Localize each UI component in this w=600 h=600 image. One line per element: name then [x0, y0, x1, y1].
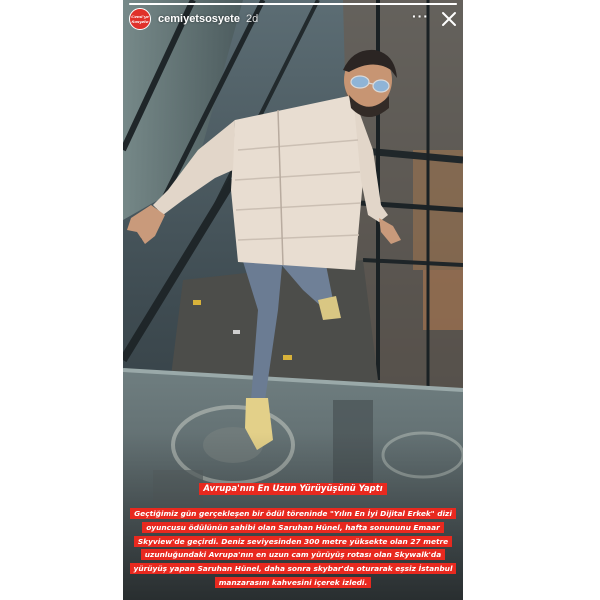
username[interactable]: cemiyetsosyete [158, 13, 240, 25]
story-viewer[interactable] [123, 0, 463, 600]
close-icon[interactable] [441, 11, 457, 27]
headline-text: Avrupa'nın En Uzun Yürüyüşünü Yaptı [199, 483, 386, 495]
post-time: 2d [245, 13, 259, 25]
story-header [129, 8, 457, 30]
body-text: Geçtiğimiz gün gerçekleşen bir ödül töreninde "Yılın En İyi Dijital Erkek" dizi oyuncusu ödülünün sahibi olan Saruhan Hünel, hafta sonununu Emaar Skyview'de geçirdi. Deniz seviyesinden 300 metre yüksekte olan 27 metre uzunluğundaki Avrupa'nın en uzun cam yürüyüş rotası olan Skywalk'da yürüyüş yapan Saruhan Hünel, daha sonra skybar'da oturarak eşsiz İstanbul manzarasını kahvesini içerek izledi. [130, 508, 457, 588]
more-options-icon[interactable]: ··· [412, 8, 429, 24]
headline-caption [123, 483, 463, 496]
story-progress-fill [129, 3, 457, 5]
body-caption [123, 507, 463, 590]
story-progress-bar [129, 3, 457, 5]
avatar[interactable]: Cemi'ye Sosyete [129, 8, 151, 30]
